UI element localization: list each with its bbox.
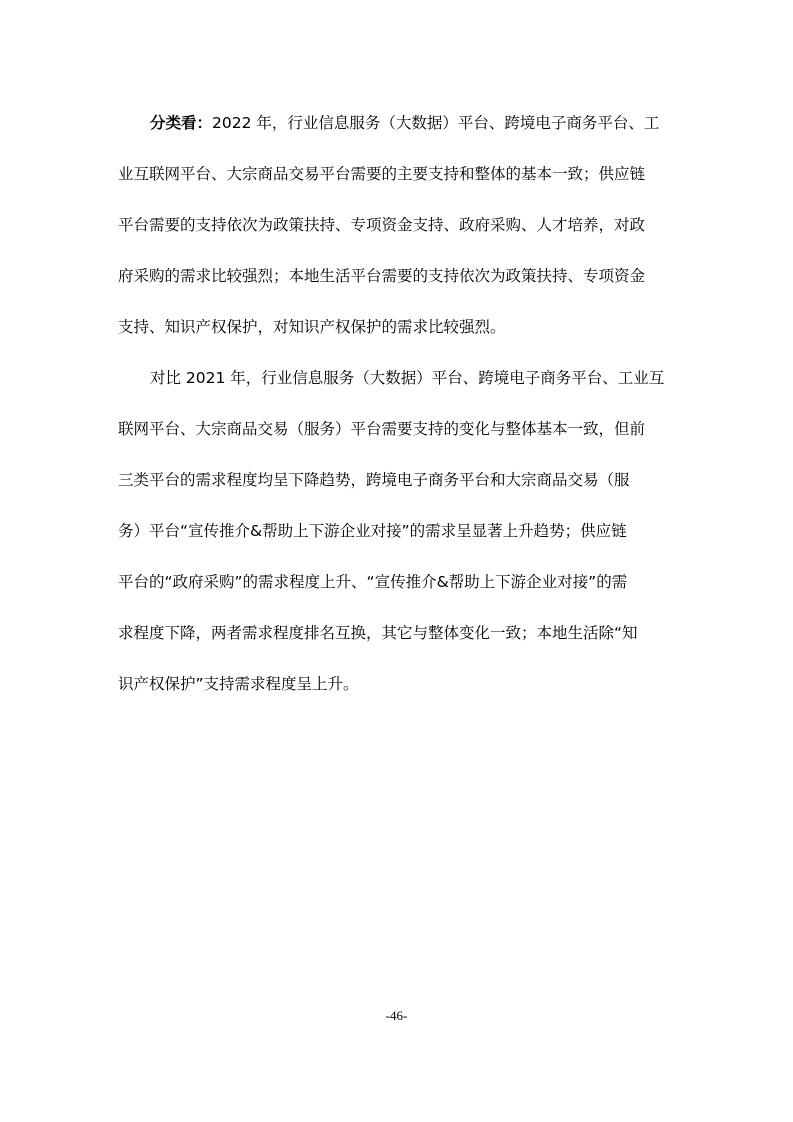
paragraph-1-line-2: 业互联网平台、大宗商品交易平台需要的主要支持和整体的基本一致；供应链 (118, 165, 646, 183)
paragraph-2-line-6: 求程度下降，两者需求程度排名互换，其它与整体变化一致；本地生活除“知 (118, 624, 638, 642)
paragraph-2-line-4: 务）平台“宣传推介&帮助上下游企业对接”的需求呈显著上升趋势；供应链 (118, 522, 627, 540)
paragraph-2-line-5: 平台的“政府采购”的需求程度上升、“宣传推介&帮助上下游企业对接”的需 (118, 573, 628, 591)
paragraph-2-line-3: 三类平台的需求程度均呈下降趋势，跨境电子商务平台和大宗商品交易（服 (118, 471, 630, 489)
paragraph-2-line-1: 对比 2021 年，行业信息服务（大数据）平台、跨境电子商务平台、工业互 (150, 369, 665, 387)
paragraph-1-line-5: 支持、知识产权保护，对知识产权保护的需求比较强烈。 (118, 318, 506, 336)
paragraph-1-line-1 (118, 104, 678, 155)
category-lead: 分类看： (150, 114, 213, 132)
paragraph-1-line-1-text: 2022 年，行业信息服务（大数据）平台、跨境电子商务平台、工 (212, 114, 660, 132)
paragraph-1-line-4: 府采购的需求比较强烈；本地生活平台需要的支持依次为政策扶持、专项资金 (118, 267, 646, 285)
paragraph-2-line-2: 联网平台、大宗商品交易（服务）平台需要支持的变化与整体基本一致，但前 (118, 420, 646, 438)
page-number: -46- (385, 1008, 408, 1023)
paragraph-2-line-7: 识产权保护”支持需求程度呈上升。 (118, 675, 359, 693)
paragraph-1-line-3: 平台需要的支持依次为政策扶持、专项资金支持、政府采购、人才培养，对政 (118, 216, 646, 234)
body-text (118, 104, 678, 716)
